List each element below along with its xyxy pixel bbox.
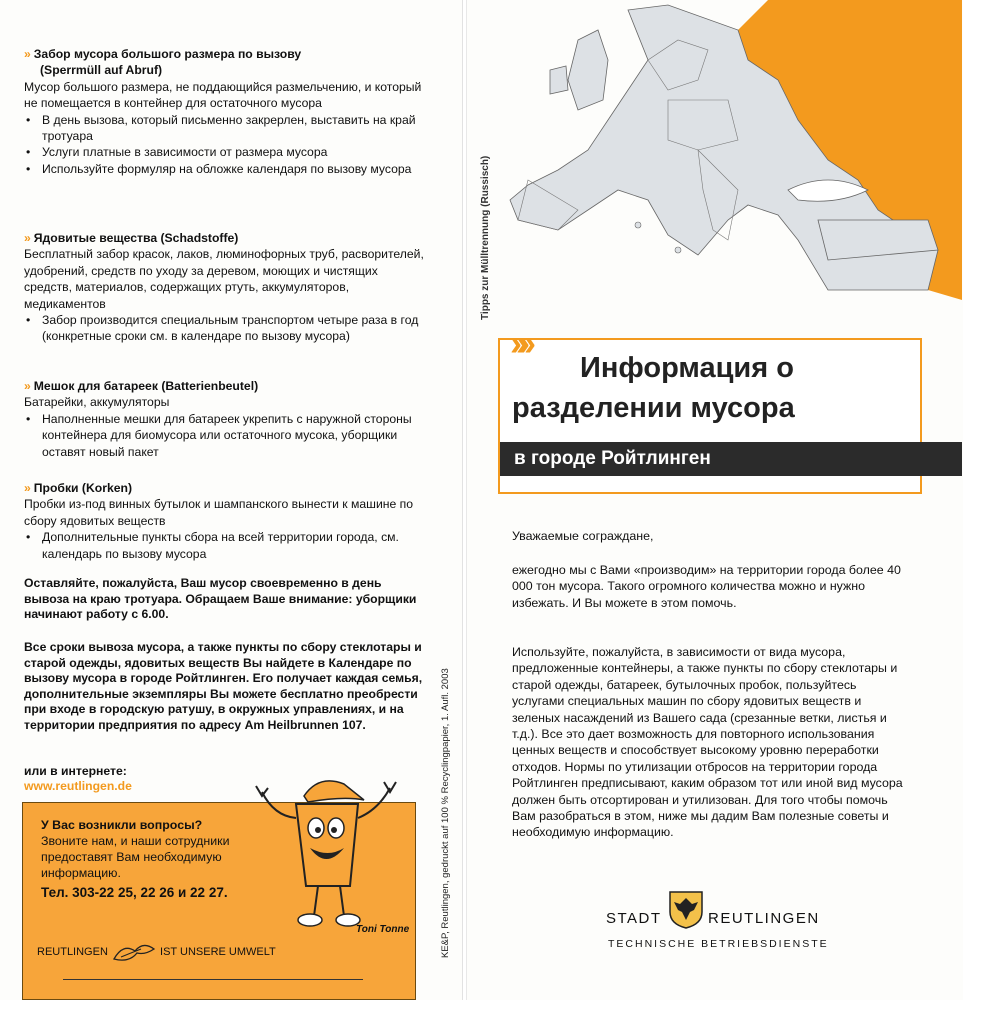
environment-slogan: [37, 941, 317, 963]
bullet-item: • Забор производится специальным транспортом четыре раза в год (конкретные сроки см. в календаре по вызову мусора): [24, 312, 424, 345]
title-line-2: разделении мусора: [512, 392, 795, 424]
title-bar: [500, 442, 962, 476]
section-body: Батарейки, аккумуляторы: [24, 395, 170, 410]
chevron-icon: »: [24, 47, 28, 61]
internet-label: или в интернете:: [24, 764, 127, 778]
title-line-1: Информация о: [580, 352, 794, 384]
section-battery-bag: [24, 378, 424, 460]
logo-city: REUTLINGEN: [708, 910, 820, 927]
leaf-icon: [111, 941, 157, 963]
calendar-paragraph: Все сроки вывоза мусора, а также пункты по сбору стеклотары и старой одежды, ядовитых веществ Вы найдете в Календаре по вызову мусора в городе Ройтлинген. Его получает каждая семья, дополнительные экземпляры Вы можете бесплатно преобрести при входе в городскую ратушу, в окружных управлениях, и на территории предприятия по адресу Am Heilbrunnen 107.: [24, 640, 423, 732]
section-body: Мусор большого размера, не поддающийся размельчению, и который не помещается в контейнер для остаточного мусора: [24, 79, 422, 111]
eagle-crest-icon: [668, 890, 704, 930]
europe-map-icon: [498, 0, 962, 300]
logo-stadt: STADT: [606, 910, 662, 927]
divider: [63, 979, 363, 980]
section-title: » Ядовитые вещества (Schadstoffe): [24, 231, 239, 245]
main-paragraph: Используйте, пожалуйста, в зависимости от вида мусора, предложенные контейнеры, а также пункты по сбору стеклотары и старой одежды, батареек, бутылочных пробок, пользуйтесь услугами специальных машин по сбору ядовитых веществ и зеленых насаждений из Вашего сада (срезанные ветки, листья и т.д.). Все это дает возможность для повторного использования ценных веществ и способствует высокому уровню переработки отходов. Нормы по утилизации отбросов на территории города Ройтлинген предписывают, каким образом тот или иной вид мусора должен быть отсортирован и утилизован. Для того чтобы помочь Вам разобраться в этом, ниже мы дадим Вам полезные советы и необходимую информацию.: [512, 645, 903, 840]
section-subtitle: (Sperrmüll auf Abruf): [40, 63, 163, 78]
bullet-item: • Используйте формуляр на обложке календаря по вызову мусора: [24, 161, 424, 177]
contact-phone: Тел. 303-22 25, 22 26 и 22 27.: [41, 885, 228, 900]
section-body: Пробки из-под винных бутылок и шампанского вынести к машине по сбору ядовитых веществ: [24, 497, 414, 528]
section-corks: [24, 480, 424, 562]
mascot-bin-icon: [244, 766, 414, 936]
website-link[interactable]: www.reutlingen.de: [24, 779, 132, 793]
bullet-item: • Дополнительные пункты сбора на всей территории города, см. календарь по вызову мусора: [24, 529, 424, 562]
section-title: » Пробки (Korken): [24, 481, 133, 495]
bottom-strip: [0, 1000, 984, 1024]
slogan-left: REUTLINGEN: [37, 945, 108, 958]
greeting: Уважаемые сограждане,: [512, 529, 654, 543]
contact-description: Звоните нам, и наши сотрудники предоставят Вам необходимую информацию.: [41, 834, 230, 880]
bullet-item: • В день вызова, который письменно закрерлен, выставить на край тротуара: [24, 112, 424, 145]
bullet-item: • Услуги платные в зависимости от размера мусора: [24, 144, 424, 160]
section-title: » Мешок для батареек (Batterienbeutel): [24, 379, 259, 393]
section-bulky-waste: [24, 46, 424, 177]
title-line-3: в городе Ройтлинген: [514, 448, 711, 469]
slogan-right: IST UNSERE UMWELT: [160, 945, 276, 958]
chevron-icon: »: [24, 379, 28, 393]
print-credit: KE&P, Reutlingen, gedruckt auf 100 % Recyclingpapier, 1. Aufl. 2003: [440, 668, 451, 958]
city-logo: [606, 890, 836, 960]
title-chevron-icon: »»: [510, 322, 523, 363]
contact-question: У Вас возникли вопросы?: [41, 818, 203, 832]
intro-paragraph: ежегодно мы с Вами «производим» на территории города более 40 000 тон мусора. Такого огромного количества можно и нужно избежать. И Вы можете в этом помочь.: [512, 563, 901, 610]
logo-department: TECHNISCHE BETRIEBSDIENSTE: [608, 938, 829, 950]
section-hazardous: [24, 230, 424, 345]
bullet-item: • Наполненные мешки для батареек укрепить с наружной стороны контейнера для биомусора или остаточного мусока, уборщики оставят новый пакет: [24, 411, 424, 460]
chevron-icon: »: [24, 231, 28, 245]
section-title: » Забор мусора большого размера по вызову: [24, 47, 302, 61]
mascot-name: Toni Tonne: [356, 924, 410, 935]
chevron-icon: »: [24, 481, 28, 495]
vertical-title: Tipps zur Mülltrennung (Russisch): [480, 155, 491, 320]
section-body: Бесплатный забор красок, лаков, люминофорных труб, расворителей, удобрений, средств по уходу за деревом, моющих и чистящих средств, материалов, содержащих ртуть, аккумуляторов, медикаментов: [24, 247, 424, 311]
notice-paragraph: Оставляйте, пожалуйста, Ваш мусор своевременно в день вывоза на краю тротуара. Обращаем Ваше внимание: уборщики начинают работу с 6.00.: [24, 576, 417, 622]
